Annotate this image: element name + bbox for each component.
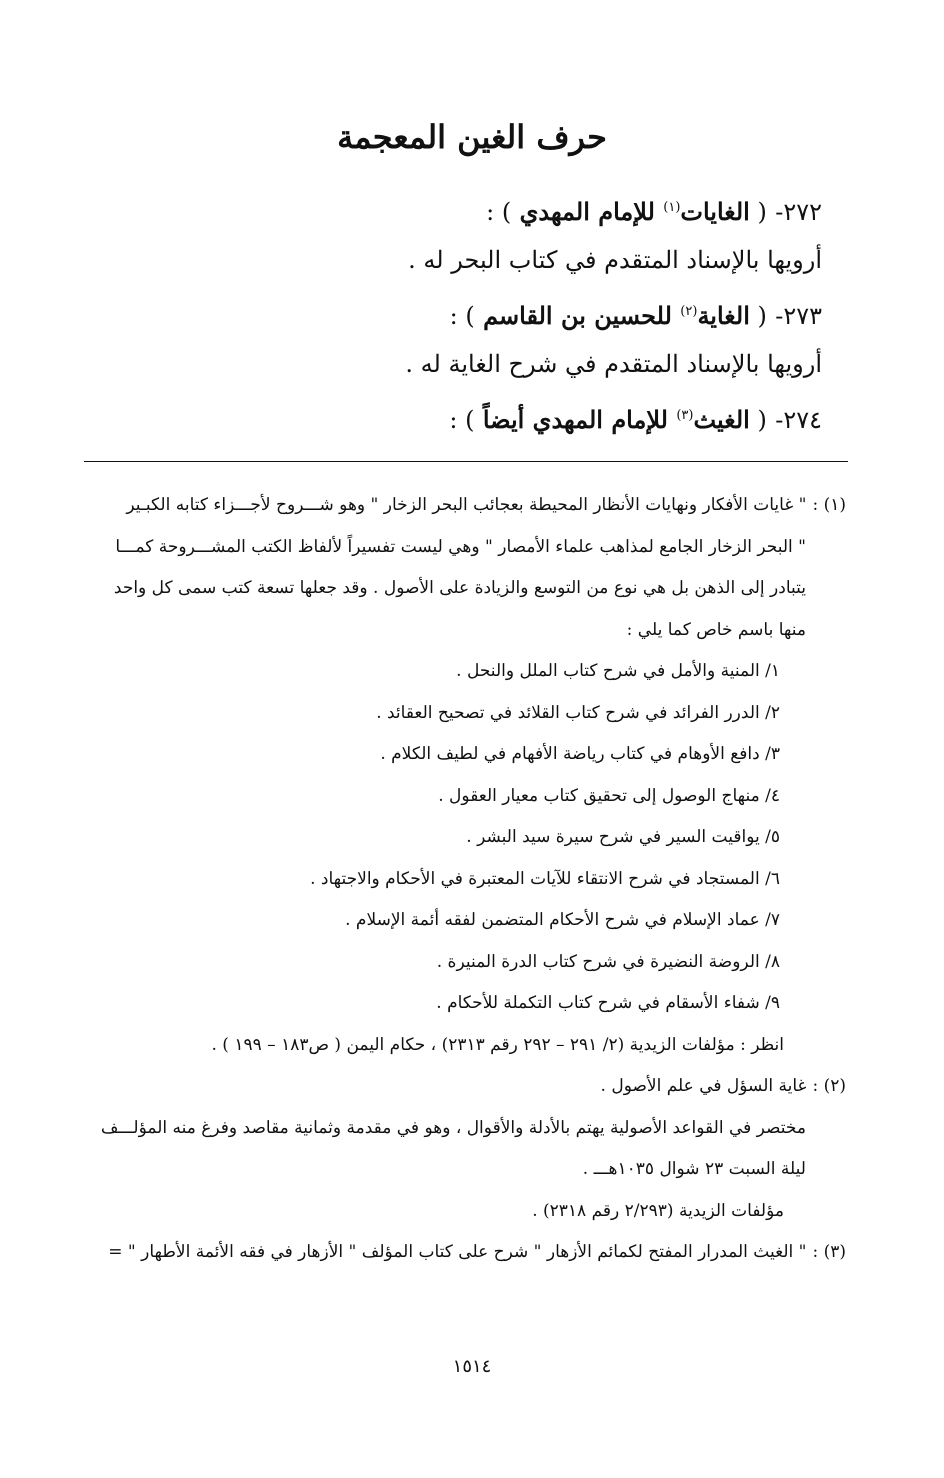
footnote-2-line-2: مختصر في القواعد الأصولية يهتم بالأدلة والأقوال ، وهو في مقدمة وثمانية مقاصد وفرغ منه المؤلـــف: [100, 1117, 806, 1138]
book-item-6: ٦/ المستجاد في شرح الانتقاء للآيات المعتبرة في الأحكام والاجتهاد .: [310, 868, 780, 889]
entry-author: للإمام المهدي: [519, 197, 655, 226]
footnote-2-marker: (٢) :: [812, 1076, 846, 1096]
entry-author: للحسين بن القاسم: [483, 301, 672, 330]
entry-273-title: [102, 286, 822, 338]
footnote-1-marker: (١) :: [812, 495, 846, 515]
footnote-2-reference: مؤلفات الزيدية (٢/٢٩٣ رقم ٢٣١٨) .: [532, 1200, 784, 1221]
entry-list: [102, 182, 822, 442]
footnote-separator: [84, 461, 848, 462]
footnote-1-line-3: يتبادر إلى الذهن بل هي نوع من التوسع والزيادة على الأصول . وقد جعلها تسعة كتب سمى كل واحد: [113, 578, 806, 598]
entry-number: ٢٧٤-: [775, 406, 822, 434]
close-paren: ) :: [449, 302, 475, 330]
entry-274-title: [102, 390, 822, 442]
book-item-1: ١/ المنية والأمل في شرح كتاب الملل والنحل .: [456, 661, 780, 681]
page-number: ١٥١٤: [452, 1356, 492, 1377]
footnote-ref: (٣): [676, 408, 694, 423]
book-item-4: ٤/ منهاج الوصول إلى تحقيق كتاب معيار العقول .: [438, 785, 780, 806]
footnote-3-line-1: [26, 1232, 846, 1274]
close-paren: ) :: [449, 406, 475, 434]
book-item-3: ٣/ دافع الأوهام في كتاب رياضة الأفهام في لطيف الكلام .: [380, 744, 780, 764]
entry-title-text: الغايات: [680, 197, 750, 226]
open-paren: (: [749, 302, 767, 330]
entry-272-text: أرويها بالإسناد المتقدم في كتاب البحر له .: [408, 246, 822, 274]
entry-author: للإمام المهدي أيضاً: [482, 405, 668, 434]
book-item-2: ٢/ الدرر الفرائد في شرح كتاب القلائد في تصحيح العقائد .: [376, 702, 780, 723]
footnote-1-line-1: [26, 485, 846, 527]
entry-title-text: الغيث: [693, 405, 750, 434]
footnote-1-line-2: " البحر الزخار الجامع لمذاهب علماء الأمصار " وهي ليست تفسيراً لألفاظ الكتب المشـــروحة كمـــا: [115, 536, 806, 557]
open-paren: (: [749, 198, 767, 226]
footnote-ref: (٢): [680, 304, 698, 319]
footnote-ref: (١): [663, 200, 681, 215]
open-paren: (: [749, 406, 767, 434]
entry-number: ٢٧٣-: [775, 302, 822, 330]
book-item-7: ٧/ عماد الإسلام في شرح الأحكام المتضمن لفقه أئمة الإسلام .: [345, 910, 780, 930]
book-item-8: ٨/ الروضة النضيرة في شرح كتاب الدرة المنيرة .: [436, 951, 780, 972]
footnote-3-text: " الغيث المدرار المفتح لكمائم الأزهار " شرح على كتاب المؤلف " الأزهار في فقه الأئمة الأطهار " =: [108, 1242, 807, 1262]
footnote-2-line-1: [26, 1066, 846, 1108]
footnote-2-line-3: ليلة السبت ٢٣ شوال ١٠٣٥هـــ .: [582, 1159, 806, 1179]
footnote-3-marker: (٣) :: [812, 1242, 846, 1262]
footnote-1-text: " غايات الأفكار ونهايات الأنظار المحيطة بعجائب البحر الزخار " وهو شـــروح لأجـــزاء كتابه الكبـير: [126, 495, 807, 515]
footnote-1-line-4: منها باسم خاص كما يلي :: [626, 619, 806, 640]
entry-number: ٢٧٢-: [775, 198, 822, 226]
entry-273-text: أرويها بالإسناد المتقدم في شرح الغاية له .: [405, 350, 822, 378]
book-item-5: ٥/ يواقيت السير في شرح سيرة سيد البشر .: [466, 827, 780, 847]
footnote-1-reference: انظر : مؤلفات الزيدية (٢/ ٢٩١ – ٢٩٢ رقم ٢٣١٣) ، حكام اليمن ( ص١٨٣ – ١٩٩ ) .: [211, 1034, 784, 1055]
footnotes: [66, 485, 846, 1274]
entry-title-text: الغاية: [697, 301, 750, 330]
book-item-9: ٩/ شفاء الأسقام في شرح كتاب التكملة للأحكام .: [436, 993, 780, 1013]
entry-272-title: [102, 182, 822, 234]
footnote-2-title: غاية السؤل في علم الأصول .: [600, 1076, 807, 1096]
page-heading: حرف الغين المعجمة: [337, 118, 607, 156]
close-paren: ) :: [486, 198, 512, 226]
